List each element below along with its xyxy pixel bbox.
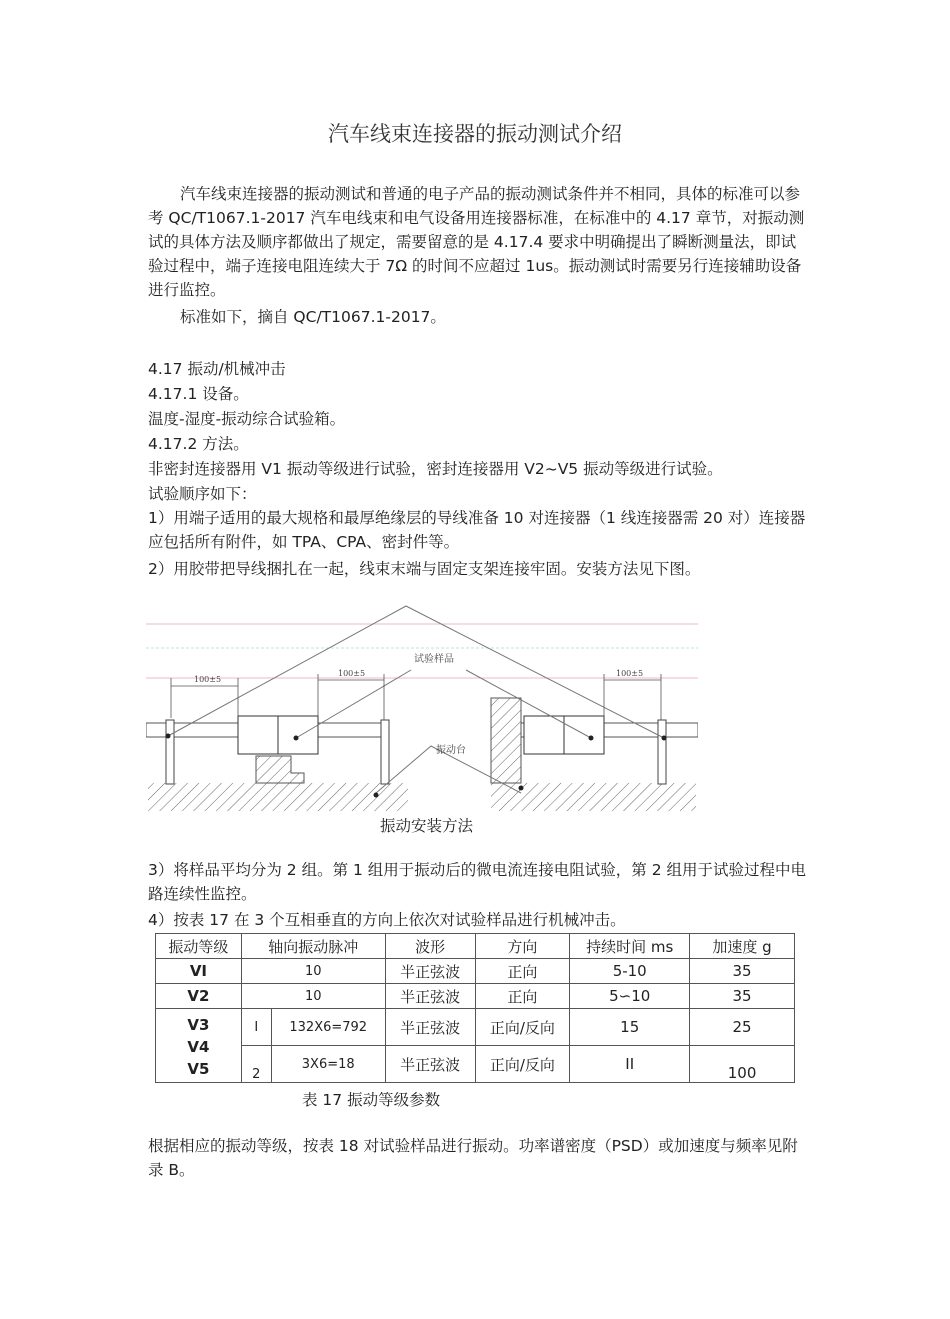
wave-cell: 半正弦波 — [385, 1009, 475, 1046]
dim-mid-label: 100±5 — [338, 669, 366, 678]
header-cell: 振动等级 — [156, 934, 242, 959]
accel-cell: 100 — [690, 1046, 795, 1083]
table-row — [156, 1046, 795, 1083]
closing-paragraph: 根据相应的振动等级，按表 18 对试验样品进行振动。功率谱密度（PSD）或加速度与频率见附录 B。 — [148, 1137, 798, 1179]
table-row — [156, 959, 795, 984]
vibration-table-left — [256, 756, 304, 783]
pulse-cell: 132X6=792 — [271, 1009, 385, 1046]
ground-left — [148, 783, 408, 811]
accel-cell: 35 — [690, 959, 795, 984]
header-cell: 加速度 g — [690, 934, 795, 959]
vibration-table-right — [491, 698, 521, 783]
table-row — [156, 984, 795, 1009]
duration-cell: 5-10 — [570, 959, 690, 984]
table-row — [156, 1009, 795, 1046]
duration-cell: 5∽10 — [570, 984, 690, 1009]
level-cell: V2 — [156, 984, 242, 1009]
dim-left-label: 100±5 — [194, 675, 222, 684]
header-cell: 轴向振动脉冲 — [241, 934, 385, 959]
header-cell: 方向 — [475, 934, 570, 959]
wave-cell: 半正弦波 — [385, 959, 475, 984]
step-3: 3）将样品平均分为 2 组。第 1 组用于振动后的微电流连接电阻试验，第 2 组用于试验过程中电路连续性监控。 — [148, 861, 807, 903]
pulse-cell: 3X6=18 — [271, 1046, 385, 1083]
wave-cell: 半正弦波 — [385, 984, 475, 1009]
step-1: 1）用端子适用的最大规格和最厚绝缘层的导线准备 10 对连接器（1 线连接器需 20 对）连接器应包括所有附件，如 TPA、CPA、密封件等。 — [148, 509, 806, 551]
group-level-cell — [156, 1009, 242, 1083]
dir-cell: 正向 — [475, 959, 570, 984]
dir-cell: 正向 — [475, 984, 570, 1009]
equip-heading: 4.17.1 设备。 — [148, 385, 249, 403]
method-text: 非密封连接器用 V1 振动等级进行试验，密封连接器用 V2~V5 振动等级进行试验。 — [148, 460, 723, 478]
pulse-cell: 10 — [241, 959, 385, 984]
table-header-row — [156, 934, 795, 959]
dir-cell: 正向/反向 — [475, 1046, 570, 1083]
accel-cell: 35 — [690, 984, 795, 1009]
wave-cell: 半正弦波 — [385, 1046, 475, 1083]
accel-cell: 25 — [690, 1009, 795, 1046]
step-2: 2）用胶带把导线捆扎在一起，线束末端与固定支架连接牢固。安装方法见下图。 — [148, 560, 701, 578]
vibration-level-table — [155, 933, 795, 1083]
step-4: 4）按表 17 在 3 个互相垂直的方向上依次对试验样品进行机械冲击。 — [148, 911, 626, 929]
header-cell: 波形 — [385, 934, 475, 959]
vibration-table-label: 振动台 — [436, 745, 466, 756]
support-left — [166, 720, 174, 784]
group-index-cell: I — [241, 1009, 271, 1046]
diagram-caption: 振动安装方法 — [380, 817, 474, 835]
document-title: 汽车线束连接器的振动测试介绍 — [328, 122, 622, 146]
header-cell: 持续时间 ms — [570, 934, 690, 959]
level-cell: VI — [156, 959, 242, 984]
section-heading: 4.17 振动/机械冲击 — [148, 360, 286, 378]
pulse-cell: 10 — [241, 984, 385, 1009]
table-caption: 表 17 振动等级参数 — [302, 1091, 441, 1109]
support-right — [658, 720, 666, 784]
order-heading: 试验顺序如下： — [148, 485, 257, 503]
group-index-cell: 2 — [241, 1046, 271, 1083]
dim-right-label: 100±5 — [616, 669, 644, 678]
duration-cell: II — [570, 1046, 690, 1083]
dir-cell: 正向/反向 — [475, 1009, 570, 1046]
method-heading: 4.17.2 方法。 — [148, 435, 249, 453]
equip-text: 温度-湿度-振动综合试验箱。 — [148, 410, 346, 428]
group-level: V3 — [187, 1015, 210, 1034]
duration-cell: 15 — [570, 1009, 690, 1046]
group-level: V4 — [187, 1037, 210, 1056]
sample-label: 试验样品 — [414, 654, 454, 665]
mounting-diagram — [146, 598, 698, 816]
support-mid — [381, 720, 389, 784]
intro-paragraph: 汽车线束连接器的振动测试和普通的电子产品的振动测试条件并不相同，具体的标准可以参考 QC/T1067.1-2017 汽车电线束和电气设备用连接器标准，在标准中的 4.17 章节，对振动测试的具体方法及顺序都做出了规定，需要留意的是 4.17.4 要求中明确提出了瞬断测量法，即试验过程中，端子连接电阻连续大于 7Ω 的时间不应超过 1us。振动测试时需要另行连接辅助设备进行监控。 — [148, 185, 805, 299]
standard-line: 标准如下，摘自 QC/T1067.1-2017。 — [180, 308, 446, 326]
group-level: V5 — [187, 1059, 210, 1078]
